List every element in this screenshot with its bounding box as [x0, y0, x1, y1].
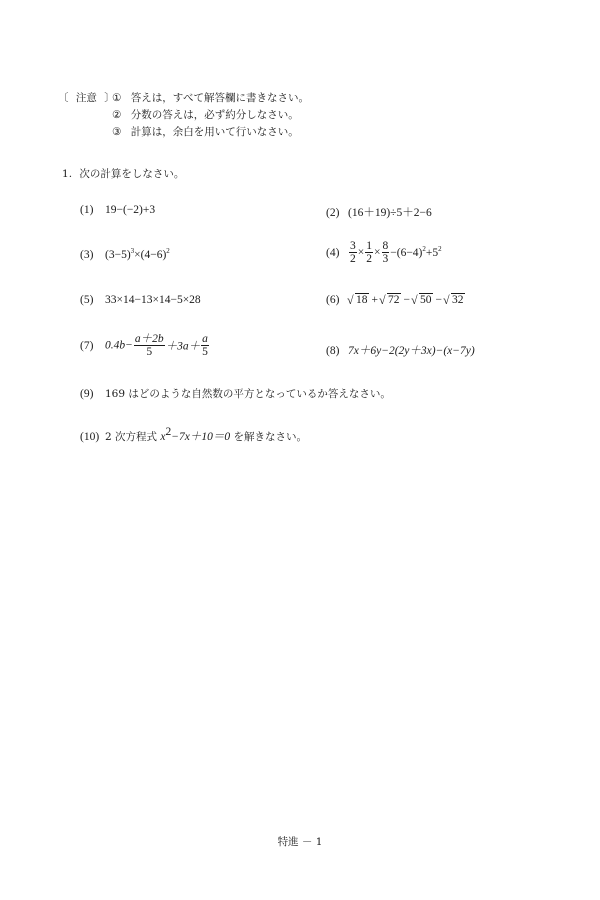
notice-bracket-close: 〕	[104, 92, 115, 104]
equation-part: −7x＋10＝0	[171, 431, 231, 443]
notice-bracket-open: 〔	[58, 92, 69, 104]
operator: ×	[357, 246, 365, 259]
problem-number: (4)	[326, 246, 340, 259]
problem-number: (9)	[80, 388, 94, 400]
fraction-denominator: 2	[350, 253, 356, 265]
fraction-numerator: a	[202, 333, 208, 345]
notice-item-text: 分数の答えは，必ず約分しなさい。	[130, 109, 299, 121]
fraction-numerator: 1	[366, 240, 372, 252]
section-heading	[62, 166, 184, 181]
square-root	[348, 294, 369, 306]
notice-title: 注意	[75, 92, 97, 104]
fraction	[201, 333, 209, 358]
problem-number: (5)	[80, 294, 94, 306]
section-number: 1	[62, 168, 69, 180]
radicand: 32	[452, 294, 464, 306]
fraction-denominator: 2	[366, 253, 372, 265]
exponent: 2	[166, 247, 170, 255]
fraction-denominator: 3	[382, 253, 389, 265]
notice-item-mark: ①	[112, 92, 122, 104]
problem-1	[80, 204, 155, 216]
fraction	[349, 240, 357, 265]
problem-5	[80, 294, 201, 306]
problem-expression-part: +5	[425, 246, 439, 259]
notice-item	[112, 90, 309, 105]
problem-text: 2 次方程式	[105, 431, 158, 443]
problem-expression-part: −(6−4)	[390, 246, 423, 259]
problem-expression: 7x＋6y−2(2y＋3x)−(x−7y)	[348, 345, 475, 357]
fraction-denominator: 5	[202, 346, 208, 358]
problem-expression: 19−(−2)+3	[105, 204, 156, 216]
section-dot: .	[68, 168, 73, 180]
notice-item-text: 計算は，余白を用いて行いなさい。	[130, 126, 299, 138]
section-title: 次の計算をしなさい。	[79, 168, 185, 180]
problem-number: (1)	[80, 204, 94, 216]
radicand: 50	[420, 294, 432, 306]
square-root	[412, 294, 433, 306]
page-footer	[0, 834, 600, 849]
exponent: 3	[130, 247, 135, 255]
exponent: 2	[165, 426, 172, 438]
operator: −	[435, 294, 442, 306]
notice-item-mark: ③	[112, 126, 122, 138]
problem-number: (6)	[326, 294, 340, 306]
operator: ×	[374, 246, 381, 259]
radicand: 72	[388, 294, 400, 306]
problem-expression-part: 0.4b−	[105, 339, 133, 352]
fraction-denominator: 5	[146, 346, 153, 358]
problem-expression: (16＋19)÷5＋2−6	[348, 207, 432, 219]
fraction-numerator: a＋2b	[134, 333, 164, 345]
radicand: 18	[356, 294, 368, 306]
notice-item-text: 答えは，すべて解答欄に書きなさい。	[130, 92, 310, 104]
exponent: 2	[422, 244, 426, 253]
problem-expression: 33×14−13×14−5×28	[105, 294, 201, 306]
problem-number: (3)	[80, 249, 94, 261]
operator: +	[371, 294, 378, 306]
square-root	[380, 294, 401, 306]
problem-expression-part: ×(4−6)	[134, 249, 167, 261]
fraction-numerator: 8	[382, 240, 389, 252]
problem-text: 169 はどのような自然数の平方となっているか答えなさい。	[105, 388, 391, 400]
notice-item	[112, 107, 299, 122]
square-root	[444, 294, 465, 306]
problem-3	[80, 249, 170, 261]
problem-number: (2)	[326, 207, 340, 219]
problem-4	[326, 240, 442, 265]
problem-text: を解きなさい。	[233, 431, 307, 443]
problem-expression-part: (3−5)	[105, 249, 131, 261]
problem-2	[326, 204, 432, 220]
problem-10	[80, 428, 307, 444]
problem-number: (8)	[326, 345, 340, 357]
fraction-numerator: 3	[350, 240, 356, 252]
notice-item	[112, 124, 299, 139]
problem-8	[326, 342, 475, 358]
problem-9	[80, 386, 391, 401]
fraction	[365, 240, 373, 265]
problem-number: (7)	[80, 339, 94, 352]
page-number-label: 特進 － 1	[277, 836, 323, 848]
fraction	[382, 240, 390, 265]
problem-6	[326, 294, 466, 306]
exponent: 2	[438, 244, 442, 253]
problem-number: (10)	[80, 431, 100, 443]
problem-7	[80, 333, 210, 358]
fraction	[134, 333, 165, 358]
notice-label	[58, 90, 115, 105]
notice-item-mark: ②	[112, 109, 122, 121]
equation-part: x	[160, 431, 166, 443]
problem-expression-part: ＋3a＋	[165, 340, 201, 353]
operator: −	[403, 294, 410, 306]
